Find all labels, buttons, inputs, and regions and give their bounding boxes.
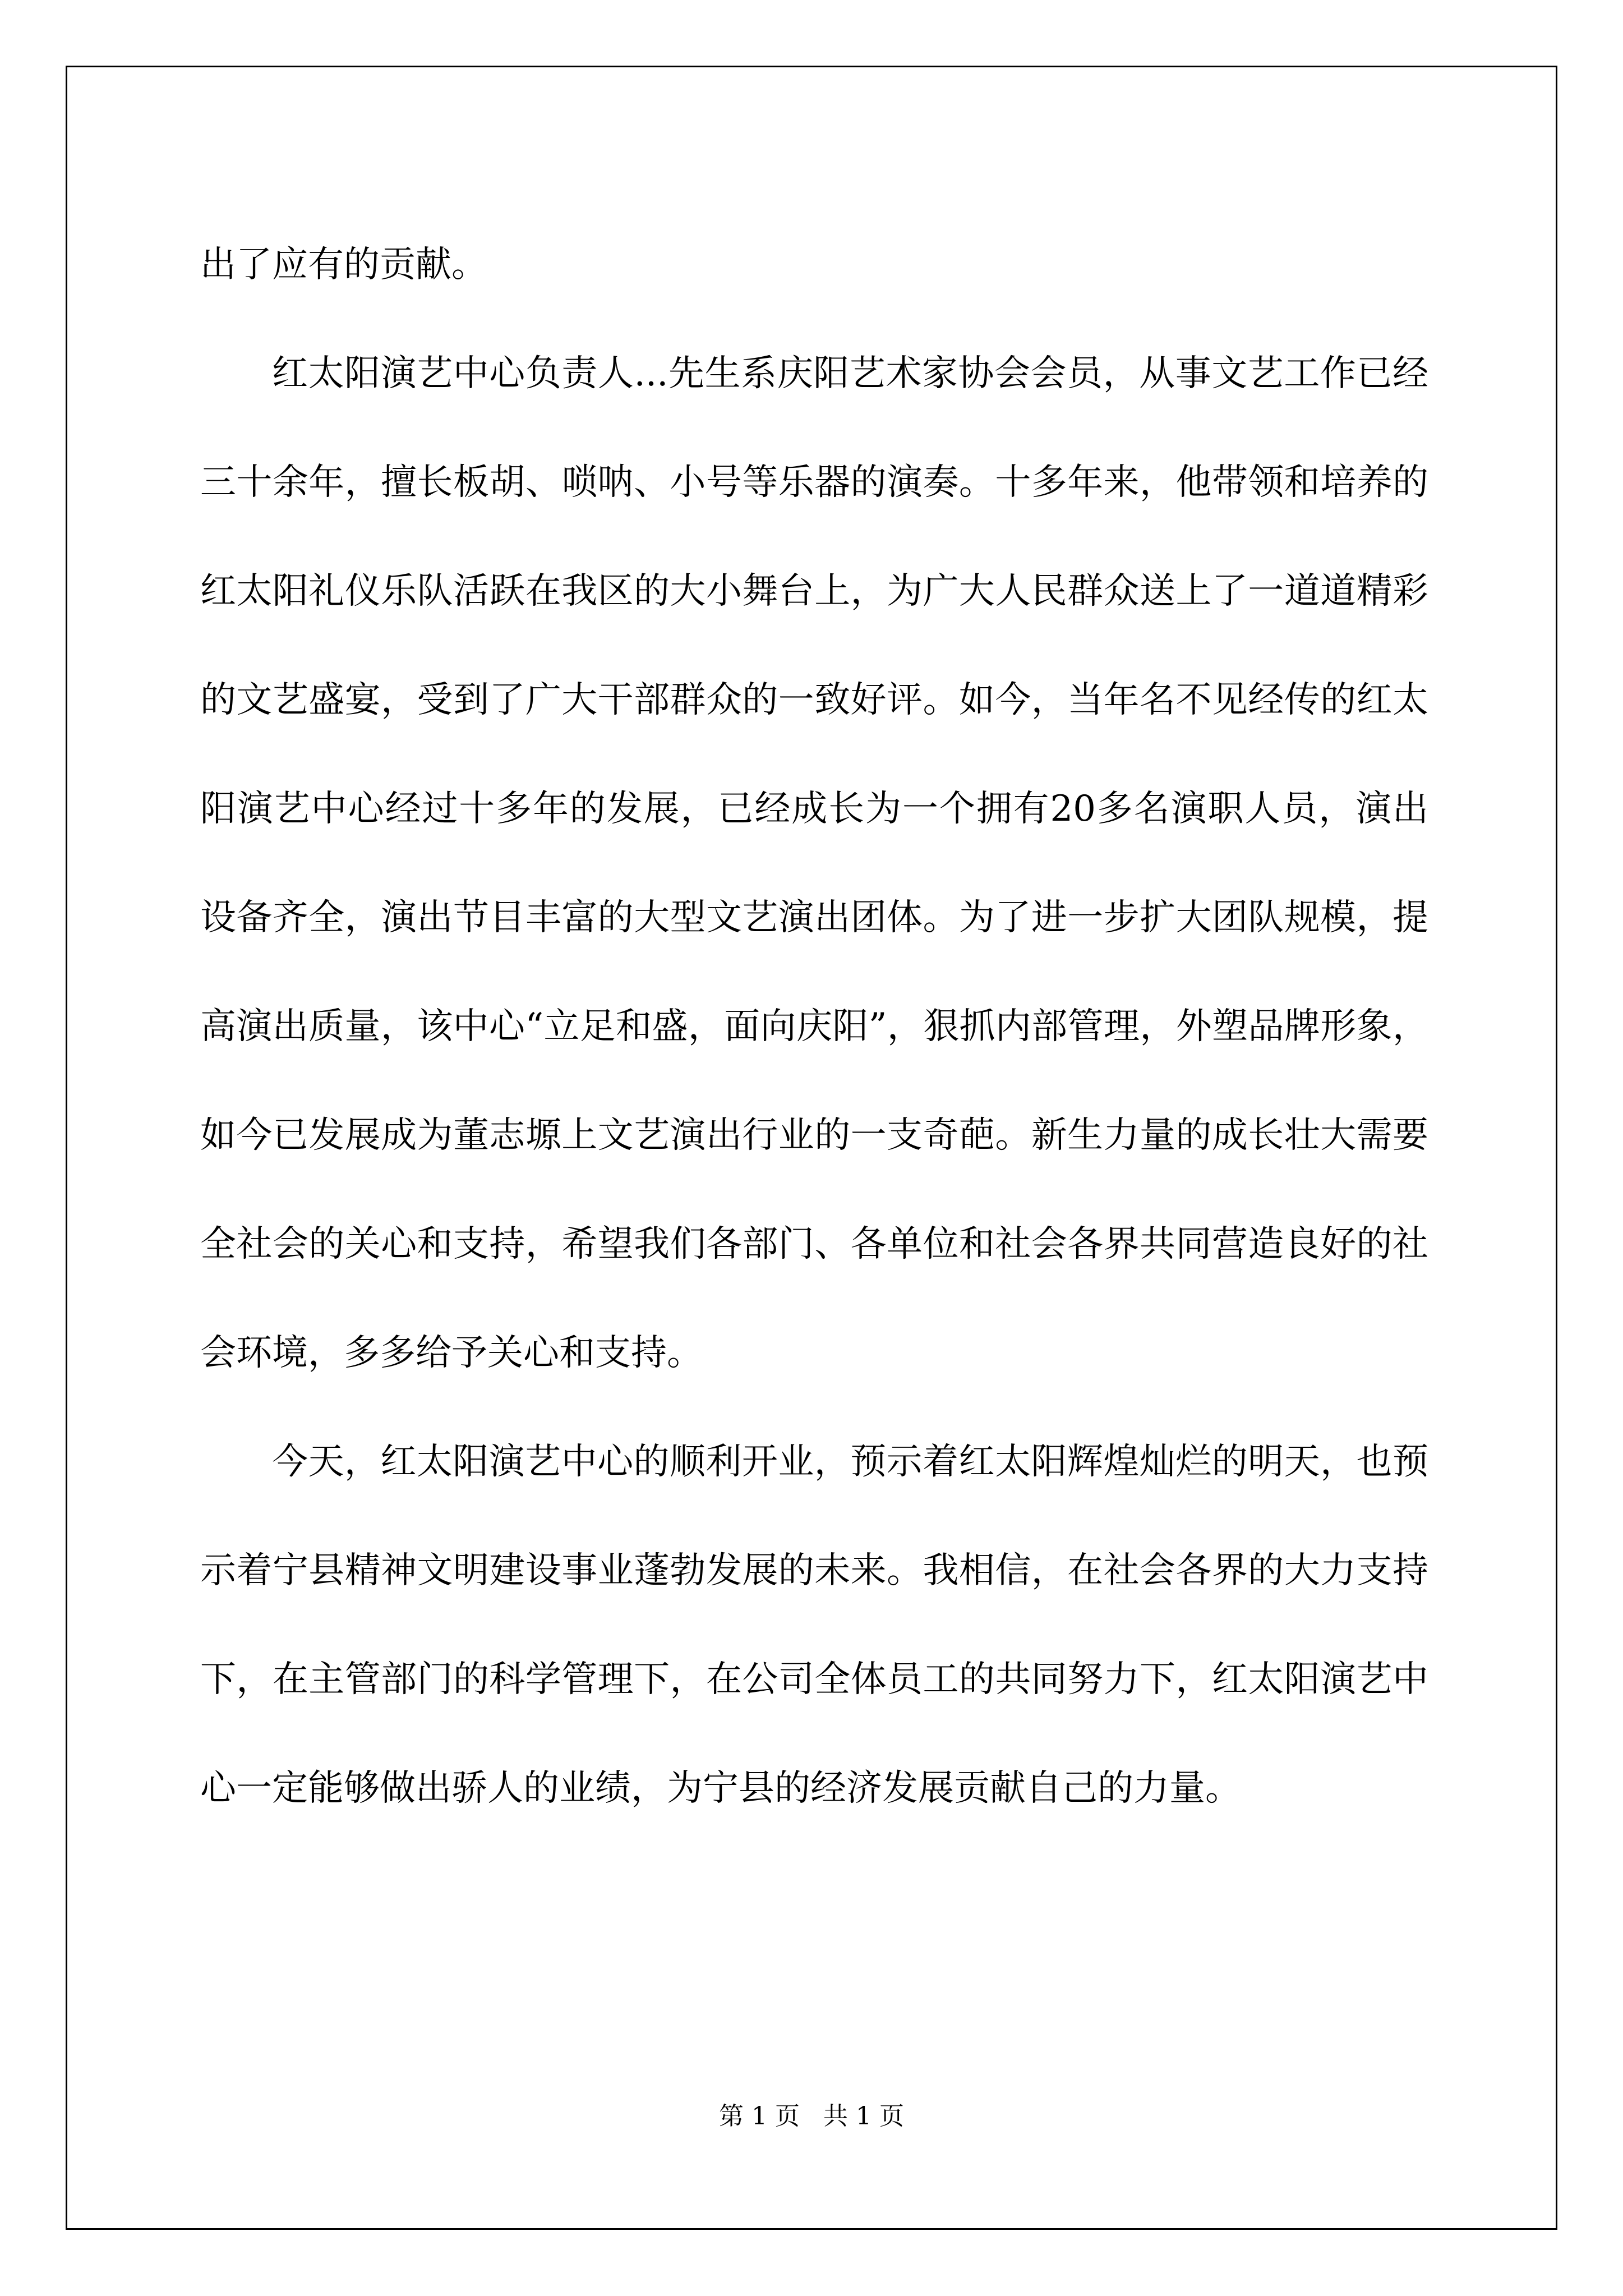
paragraph-2: 红太阳演艺中心负责人...先生系庆阳艺术家协会会员，从事文艺工作已经三十余年，擅长板胡、唢呐、小号等乐器的演奏。十多年来，他带领和培养的红太阳礼仪乐队活跃在我区的大小舞台上，为广大人民群众送上了一道道精彩的文艺盛宴，受到了广大干部群众的一致好评。如今，当年名不见经传的红太阳演艺中心经过十多年的发展，已经成长为一个拥有20多名演职人员，演出设备齐全，演出节目丰富的大型文艺演出团体。为了进一步扩大团队规模，提高演出质量，该中心“立足和盛，面向庆阳”，狠抓内部管理，外塑品牌形象，如今已发展成为董志塬上文艺演出行业的一支奇葩。新生力量的成长壮大需要全社会的关心和支持，希望我们各部门、各单位和社会各界共同营造良好的社会环境，多多给予关心和支持。: [200, 353, 1428, 1374]
paragraph-3: 今天，红太阳演艺中心的顺利开业，预示着红太阳辉煌灿烂的明天，也预示着宁县精神文明建设事业蓬勃发展的未来。我相信，在社会各界的大力支持下，在主管部门的科学管理下，在公司全体员工的共同努力下，红太阳演艺中心一定能够做出骄人的业绩，为宁县的经济发展贡献自己的力量。: [200, 1441, 1428, 1809]
page-footer: 第 1 页 共 1 页: [719, 2102, 904, 2131]
paragraph-1: 出了应有的贡献。: [200, 244, 487, 286]
document-body: [200, 210, 1428, 1843]
